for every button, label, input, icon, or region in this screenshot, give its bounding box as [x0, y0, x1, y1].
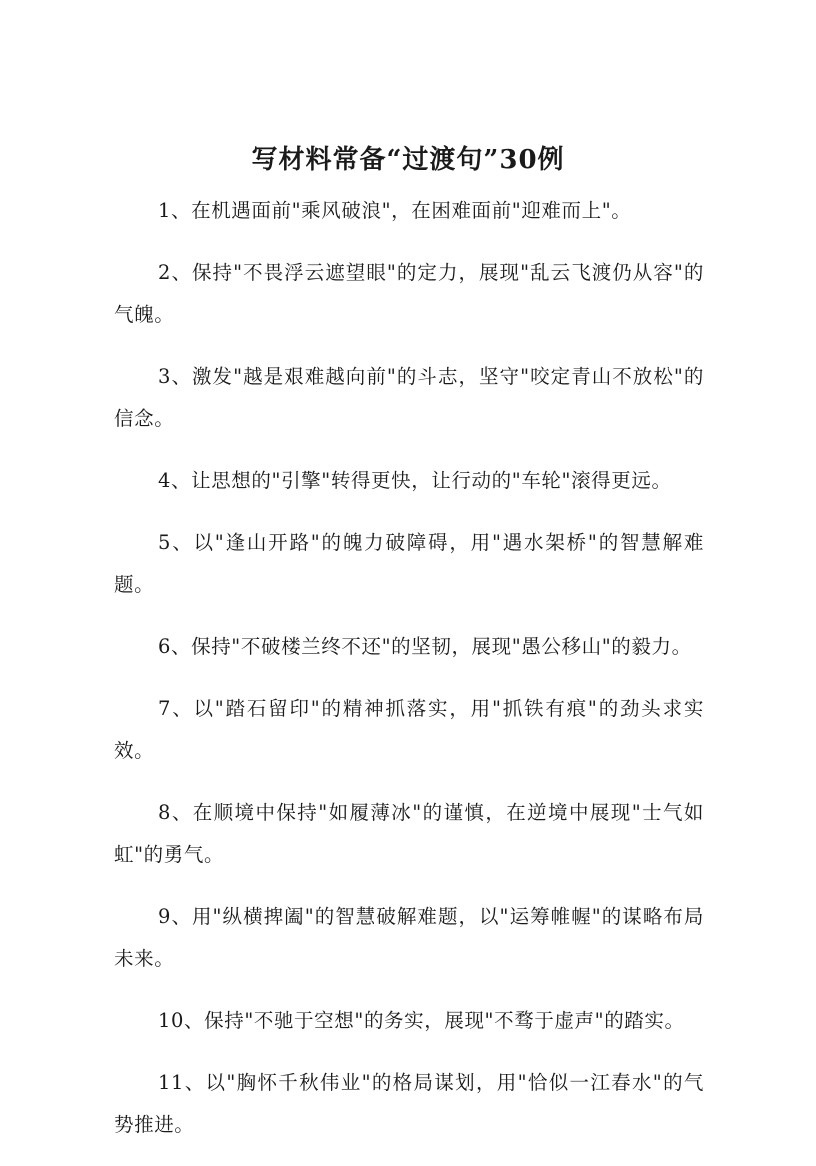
paragraph-4: 4、让思想的"引擎"转得更快，让行动的"车轮"滚得更远。 [158, 469, 672, 492]
paragraph-9: 9、用"纵横捭阖"的智慧破解难题，以"运筹帷幄"的谋略布局未来。 [114, 905, 704, 970]
paragraph-1: 1、在机遇面前"乘风破浪"，在困难面前"迎难而上"。 [158, 199, 632, 222]
paragraph-3: 3、激发"越是艰难越向前"的斗志，坚守"咬定青山不放松"的信念。 [114, 365, 704, 430]
paragraph-2: 2、保持"不畏浮云遮望眼"的定力，展现"乱云飞渡仍从容"的气魄。 [114, 261, 704, 326]
paragraph-7: 7、以"踏石留印"的精神抓落实，用"抓铁有痕"的劲头求实效。 [114, 697, 704, 762]
paragraph-6: 6、保持"不破楼兰终不还"的坚韧，展现"愚公移山"的毅力。 [158, 635, 692, 658]
document-title: 写材料常备“过渡句”30例 [251, 145, 565, 175]
paragraph-10: 10、保持"不驰于空想"的务实，展现"不骛于虚声"的踏实。 [158, 1009, 685, 1032]
paragraph-8: 8、在顺境中保持"如履薄冰"的谨慎，在逆境中展现"士气如虹"的勇气。 [114, 801, 704, 866]
paragraph-5: 5、以"逢山开路"的魄力破障碍，用"遇水架桥"的智慧解难题。 [114, 531, 704, 596]
document-body [114, 190, 704, 1166]
paragraph-11: 11、以"胸怀千秋伟业"的格局谋划，用"恰似一江春水"的气势推进。 [114, 1071, 704, 1136]
